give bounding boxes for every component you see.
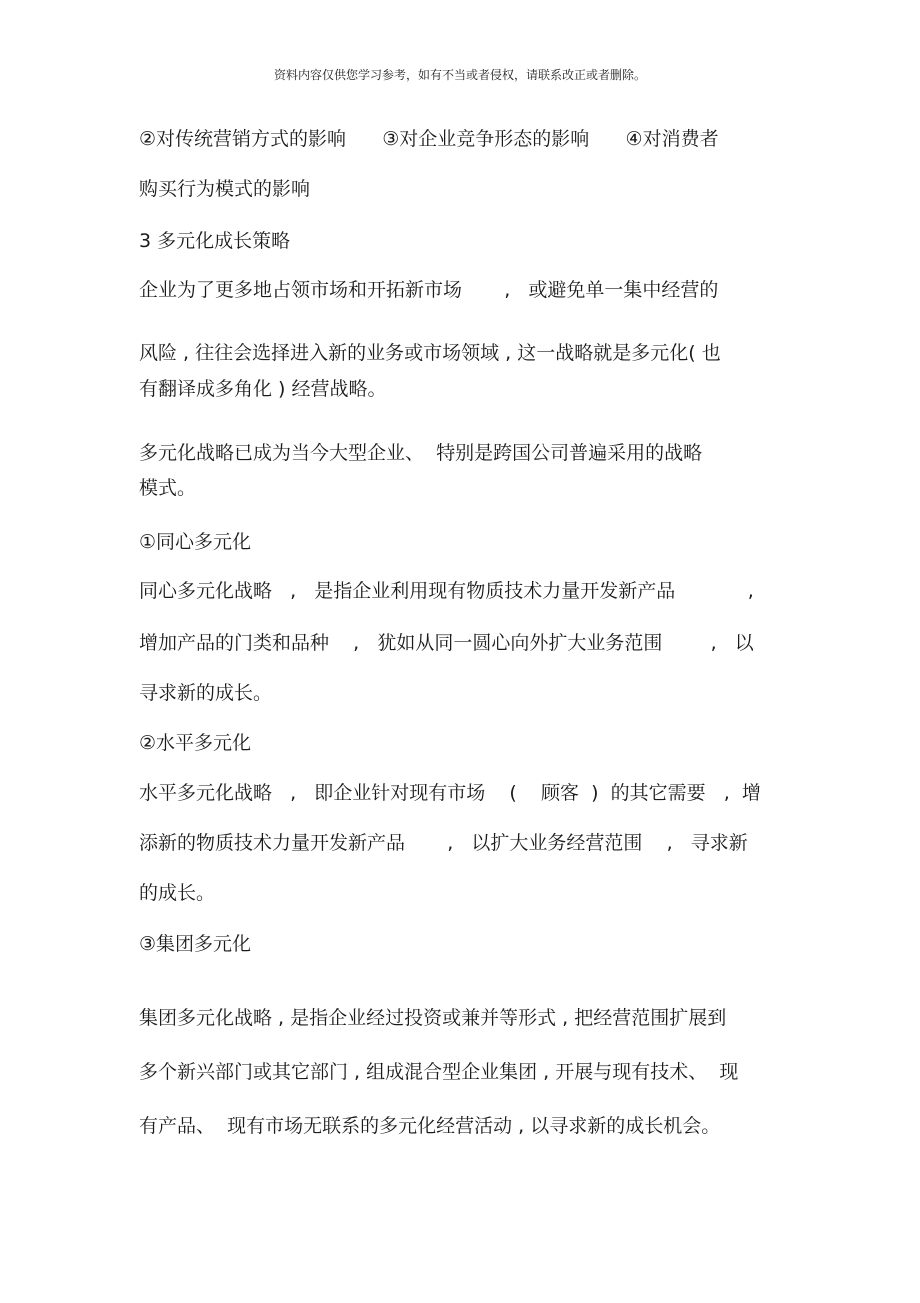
text-line-5: 风险 , 往往会选择进入新的业务或市场领域 , 这一战略就是多元化( 也 [139,342,721,364]
header-disclaimer: 资料内容仅供您学习参考，如有不当或者侵权，请联系改正或者删除。 [273,68,646,82]
text-line-14: 水平多元化战略 , 即企业针对现有市场 ( 顾客 ) 的其它需要 , 增 [139,782,761,804]
text-line-1: ②对传统营销方式的影响 ③对企业竞争形态的影响 ④对消费者 [139,128,719,150]
subheading-conglomerate: ③集团多元化 [139,933,252,955]
text-line-15: 添新的物质技术力量开发新产品 , 以扩大业务经营范围 , 寻求新 [139,832,748,854]
text-line-6: 有翻译成多角化 ) 经营战略。 [139,378,387,400]
text-line-7: 多元化战略已成为当今大型企业、 特别是跨国公司普遍采用的战略 [139,442,703,464]
text-line-20: 有产品、 现有市场无联系的多元化经营活动 , 以寻求新的成长机会。 [139,1115,721,1137]
text-line-12: 寻求新的成长。 [139,682,273,704]
section-heading: 3 多元化成长策略 [139,230,291,252]
subheading-horizontal: ②水平多元化 [139,732,252,754]
text-line-11: 增加产品的门类和品种 , 犹如从同一圆心向外扩大业务范围 , 以 [139,632,754,654]
text-line-8: 模式。 [139,477,197,499]
text-line-19: 多个新兴部门或其它部门 , 组成混合型企业集团 , 开展与现有技术、 现 [139,1061,739,1083]
text-line-10: 同心多元化战略 , 是指企业利用现有物质技术力量开发新产品 , [139,580,754,602]
text-line-18: 集团多元化战略 , 是指企业经过投资或兼并等形式 , 把经营范围扩展到 [139,1007,727,1029]
subheading-concentric: ①同心多元化 [139,531,252,553]
text-line-2: 购买行为模式的影响 [139,178,311,200]
text-line-16: 的成长。 [139,882,216,904]
text-line-4: 企业为了更多地占领市场和开拓新市场 , 或避免单一集中经营的 [139,279,719,301]
